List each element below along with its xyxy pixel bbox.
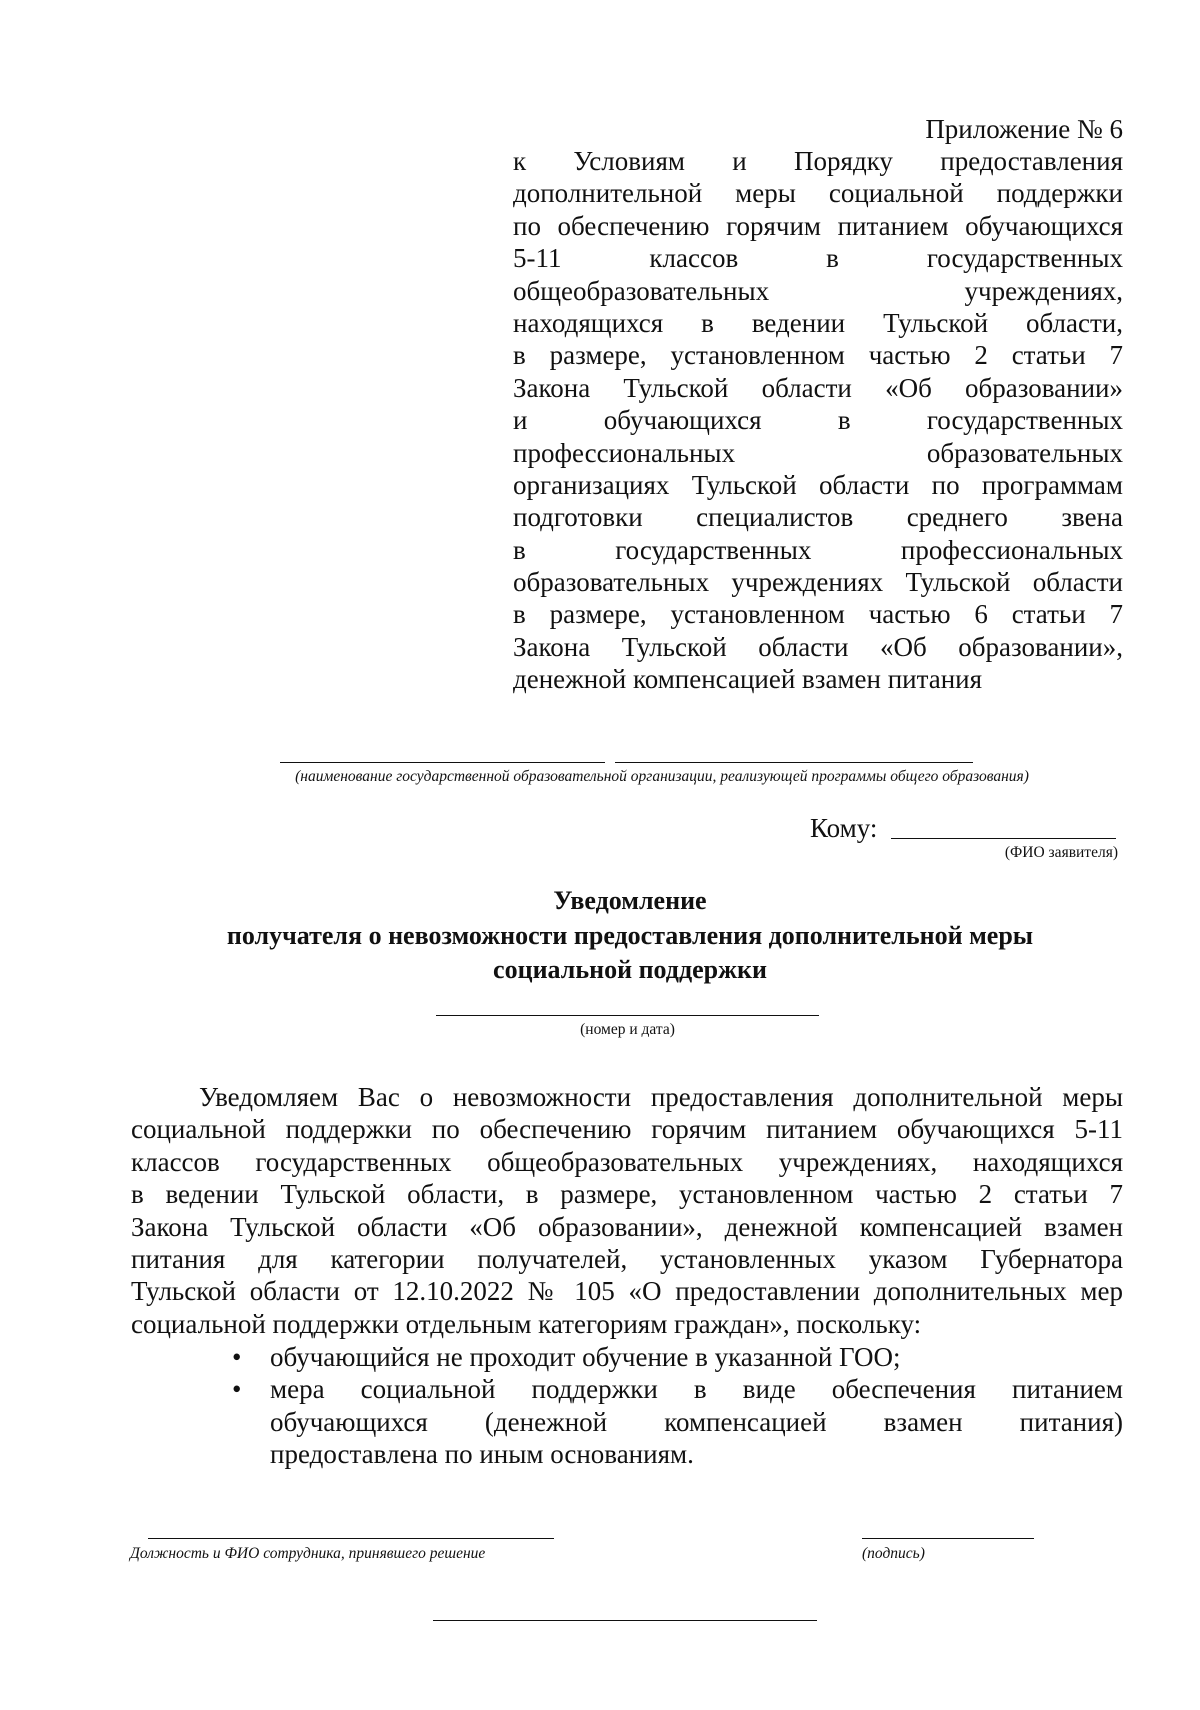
position-name-line xyxy=(148,1538,554,1539)
body-line: питания для категории получателей, установленных указом Губернатора xyxy=(131,1243,1123,1274)
appendix-line: образовательных учреждениях Тульской области xyxy=(513,567,1123,598)
appendix-line: денежной компенсацией взамен питания xyxy=(513,664,983,695)
appendix-line: профессиональных образовательных xyxy=(513,437,1123,468)
bullet-icon: • xyxy=(232,1342,242,1372)
reasons-list xyxy=(232,1341,1123,1471)
org-name-line-right xyxy=(615,762,973,763)
number-date-caption: (номер и дата) xyxy=(580,1021,675,1038)
appendix-line: в размере, установленном частью 2 статьи 7 xyxy=(513,340,1123,371)
appendix-line: находящихся в ведении Тульской области, xyxy=(513,307,1123,338)
notice-subtitle: получателя о невозможности предоставления дополнительной меры xyxy=(226,921,1034,950)
bottom-line xyxy=(433,1620,817,1621)
reason-item xyxy=(232,1341,1123,1373)
reason-line: мера социальной поддержки в виде обеспечения питанием xyxy=(270,1374,1123,1405)
reason-line: обучающийся не проходит обучение в указанной ГОО; xyxy=(270,1342,901,1372)
notice-title: Уведомление xyxy=(553,886,707,915)
body-line: в ведении Тульской области, в размере, установленном частью 2 статьи 7 xyxy=(131,1179,1123,1210)
appendix-line: в размере, установленном частью 6 статьи 7 xyxy=(513,599,1123,630)
recipient-caption: (ФИО заявителя) xyxy=(1004,844,1118,861)
appendix-reference-block xyxy=(513,145,1123,696)
position-name-caption: Должность и ФИО сотрудника, принявшего решение xyxy=(130,1545,486,1562)
appendix-line: общеобразовательных учреждениях, xyxy=(513,275,1123,306)
body-line: Уведомляем Вас о невозможности предоставления дополнительной меры xyxy=(199,1082,1123,1112)
appendix-line: Закона Тульской области «Об образовании», xyxy=(513,631,1123,662)
signature-caption: (подпись) xyxy=(862,1545,925,1562)
appendix-line: в государственных профессиональных xyxy=(513,534,1123,565)
appendix-line: дополнительной меры социальной поддержки xyxy=(513,178,1123,209)
recipient-name-line xyxy=(891,838,1116,839)
body-line: социальной поддержки отдельным категориям граждан», поскольку: xyxy=(131,1308,922,1339)
appendix-line: и обучающихся в государственных xyxy=(513,405,1123,436)
reason-line: обучающихся (денежной компенсацией взамен питания) xyxy=(270,1406,1123,1437)
body-line: классов государственных общеобразовательных учреждениях, находящихся xyxy=(131,1146,1123,1177)
appendix-line: подготовки специалистов среднего звена xyxy=(513,502,1123,533)
org-name-caption: (наименование государственной образовательной организации, реализующей программы общего образования) xyxy=(295,768,1029,785)
org-name-line-left xyxy=(280,762,605,763)
reason-line: предоставлена по иным основаниям. xyxy=(270,1439,694,1470)
appendix-number: Приложение № 6 xyxy=(925,114,1123,144)
appendix-line: по обеспечению горячим питанием обучающихся xyxy=(513,210,1123,241)
bullet-icon: • xyxy=(232,1374,242,1405)
body-line: социальной поддержки по обеспечению горячим питанием обучающихся 5-11 xyxy=(131,1114,1123,1145)
appendix-line: организациях Тульской области по программам xyxy=(513,469,1123,500)
recipient-label: Кому: xyxy=(810,813,878,843)
signature-line xyxy=(862,1538,1034,1539)
appendix-line: 5-11 классов в государственных xyxy=(513,243,1123,274)
notice-body xyxy=(131,1081,1123,1340)
body-line: Тульской области от 12.10.2022 № 105 «О предоставлении дополнительных мер xyxy=(131,1276,1123,1307)
number-date-line xyxy=(436,1015,819,1016)
notice-subtitle-2: социальной поддержки xyxy=(493,955,767,984)
reason-item xyxy=(232,1373,1123,1470)
appendix-line: к Условиям и Порядку предоставления xyxy=(513,146,1123,176)
appendix-line: Закона Тульской области «Об образовании» xyxy=(513,372,1123,403)
body-line: Закона Тульской области «Об образовании», денежной компенсацией взамен xyxy=(131,1211,1123,1242)
